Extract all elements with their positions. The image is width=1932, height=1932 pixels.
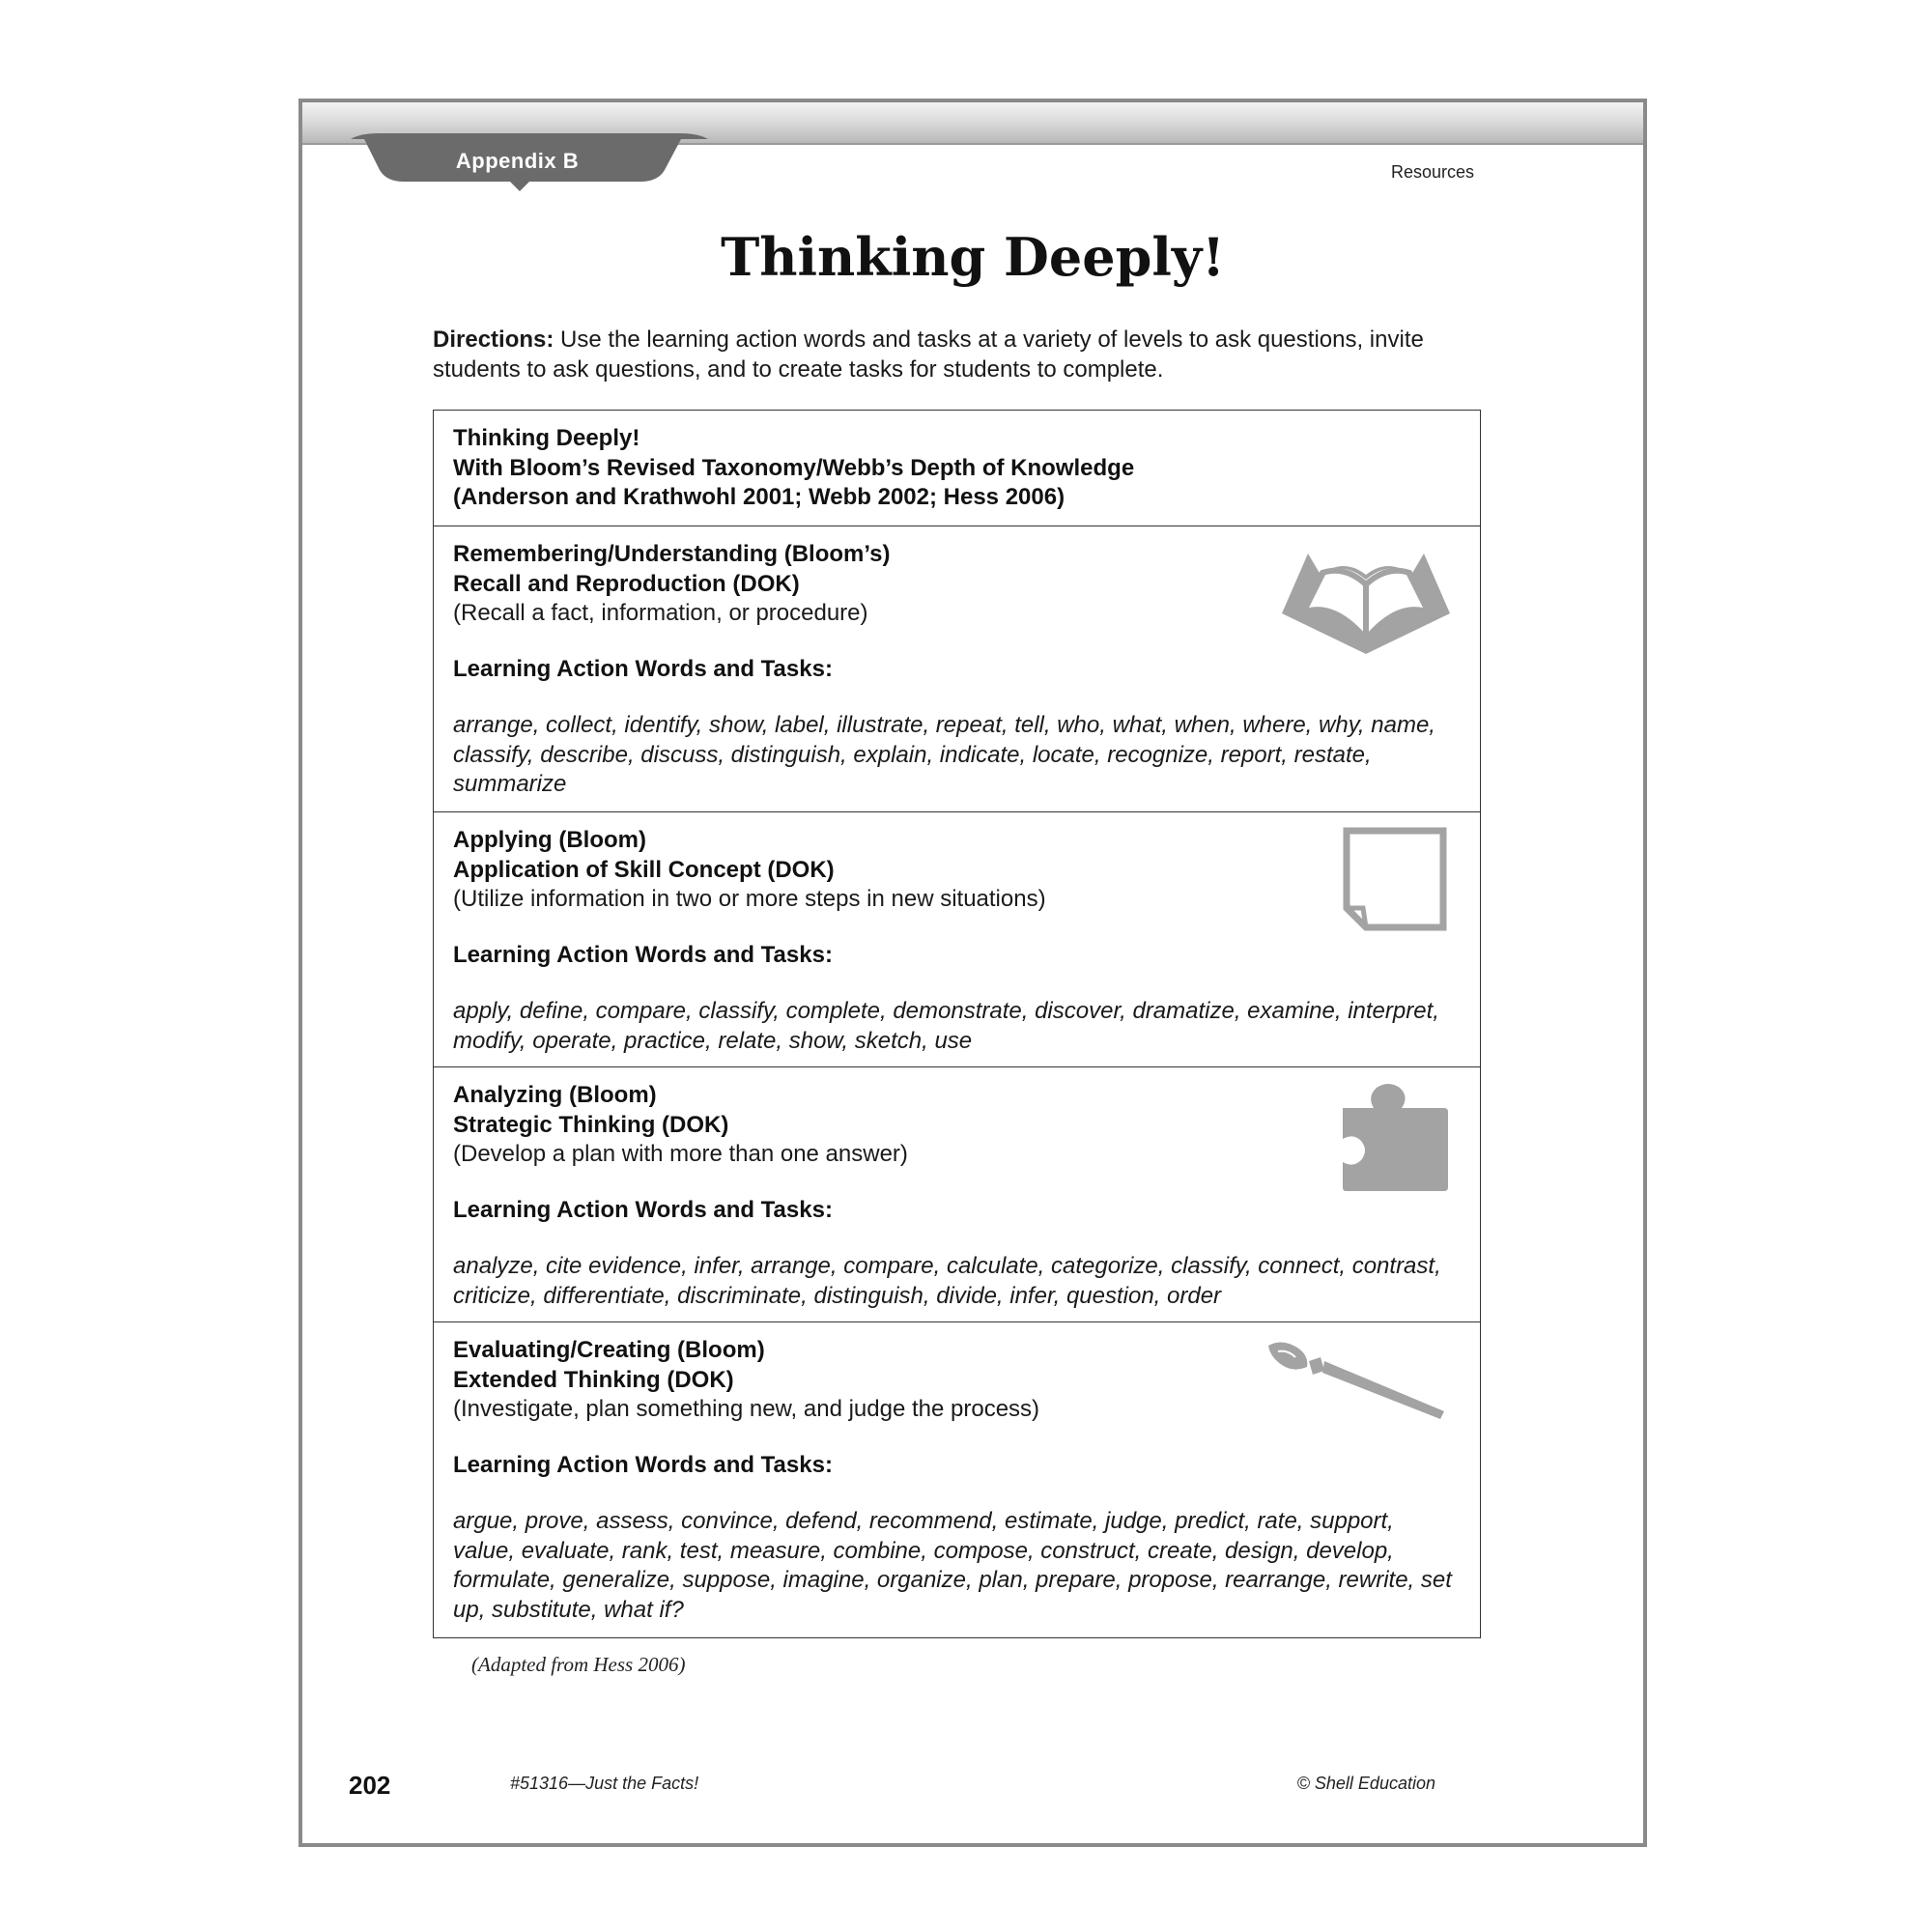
directions-text: Use the learning action words and tasks at a variety of levels to ask questions, invite students to ask questions, and to create tasks for students to complete. xyxy=(433,327,1424,383)
directions xyxy=(433,325,1486,384)
bloom-level: Evaluating/Creating (Bloom) xyxy=(453,1337,765,1363)
bloom-level: Remembering/Understanding (Bloom’s) xyxy=(453,541,891,567)
directions-label: Directions: xyxy=(433,327,554,353)
product-id: #51316—Just the Facts! xyxy=(510,1774,699,1793)
level-description: (Develop a plan with more than one answer) xyxy=(453,1141,908,1167)
table-row xyxy=(434,526,1480,812)
words-heading: Learning Action Words and Tasks: xyxy=(453,941,833,968)
open-book-icon xyxy=(1274,546,1458,657)
page-frame xyxy=(298,99,1647,1847)
page-title: Thinking Deeply! xyxy=(721,226,1225,288)
page-number: 202 xyxy=(349,1771,391,1800)
dok-level: Extended Thinking (DOK) xyxy=(453,1366,734,1393)
publisher-credit: © Shell Education xyxy=(1296,1774,1435,1793)
words-heading: Learning Action Words and Tasks: xyxy=(453,1196,833,1223)
action-words: apply, define, compare, classify, complete, demonstrate, discover, dramatize, examine, interpret, modify, operate, practice, relate, show, sketch, use xyxy=(453,998,1439,1054)
level-description: (Investigate, plan something new, and judge the process) xyxy=(453,1396,1040,1422)
words-heading: Learning Action Words and Tasks: xyxy=(453,1451,833,1478)
action-words: analyze, cite evidence, infer, arrange, compare, calculate, categorize, classify, connect, contrast, criticize, differentiate, discriminate, distinguish, divide, infer, question, order xyxy=(453,1253,1441,1309)
dok-level: Application of Skill Concept (DOK) xyxy=(453,856,835,883)
table-header-line: Thinking Deeply! xyxy=(453,425,640,451)
level-description: (Recall a fact, information, or procedure) xyxy=(453,600,868,626)
taxonomy-table xyxy=(433,410,1481,1638)
table-header-line: (Anderson and Krathwohl 2001; Webb 2002; Hess 2006) xyxy=(453,484,1065,510)
bloom-level: Analyzing (Bloom) xyxy=(453,1082,657,1108)
dok-level: Strategic Thinking (DOK) xyxy=(453,1111,729,1138)
action-words: arrange, collect, identify, show, label, illustrate, repeat, tell, who, what, when, where, why, name, classify, describe, discuss, distinguish, explain, indicate, locate, recognize, report, restate, summarize xyxy=(453,712,1435,797)
source-footnote: (Adapted from Hess 2006) xyxy=(471,1653,686,1676)
table-row xyxy=(434,1067,1480,1322)
table-row xyxy=(434,812,1480,1067)
section-label: Resources xyxy=(1390,162,1474,182)
dok-level: Recall and Reproduction (DOK) xyxy=(453,570,800,597)
table-row xyxy=(434,1322,1480,1637)
level-description: (Utilize information in two or more steps in new situations) xyxy=(453,886,1046,912)
words-heading: Learning Action Words and Tasks: xyxy=(453,655,833,682)
note-paper-icon xyxy=(1342,826,1448,932)
action-words: argue, prove, assess, convince, defend, recommend, estimate, judge, predict, rate, support, value, evaluate, rank, test, measure, combine, compose, construct, create, design, develop, formulate, generalize, suppose, imagine, organize, plan, prepare, propose, rearrange, rewrite, set up, substitute, what if? xyxy=(453,1508,1452,1623)
puzzle-piece-icon xyxy=(1340,1083,1451,1194)
table-header-line: With Bloom’s Revised Taxonomy/Webb’s Depth of Knowledge xyxy=(453,454,1135,481)
appendix-tab-label: Appendix B xyxy=(455,149,580,173)
paintbrush-icon xyxy=(1264,1340,1448,1427)
bloom-level: Applying (Bloom) xyxy=(453,827,646,853)
table-header-row xyxy=(434,411,1480,526)
